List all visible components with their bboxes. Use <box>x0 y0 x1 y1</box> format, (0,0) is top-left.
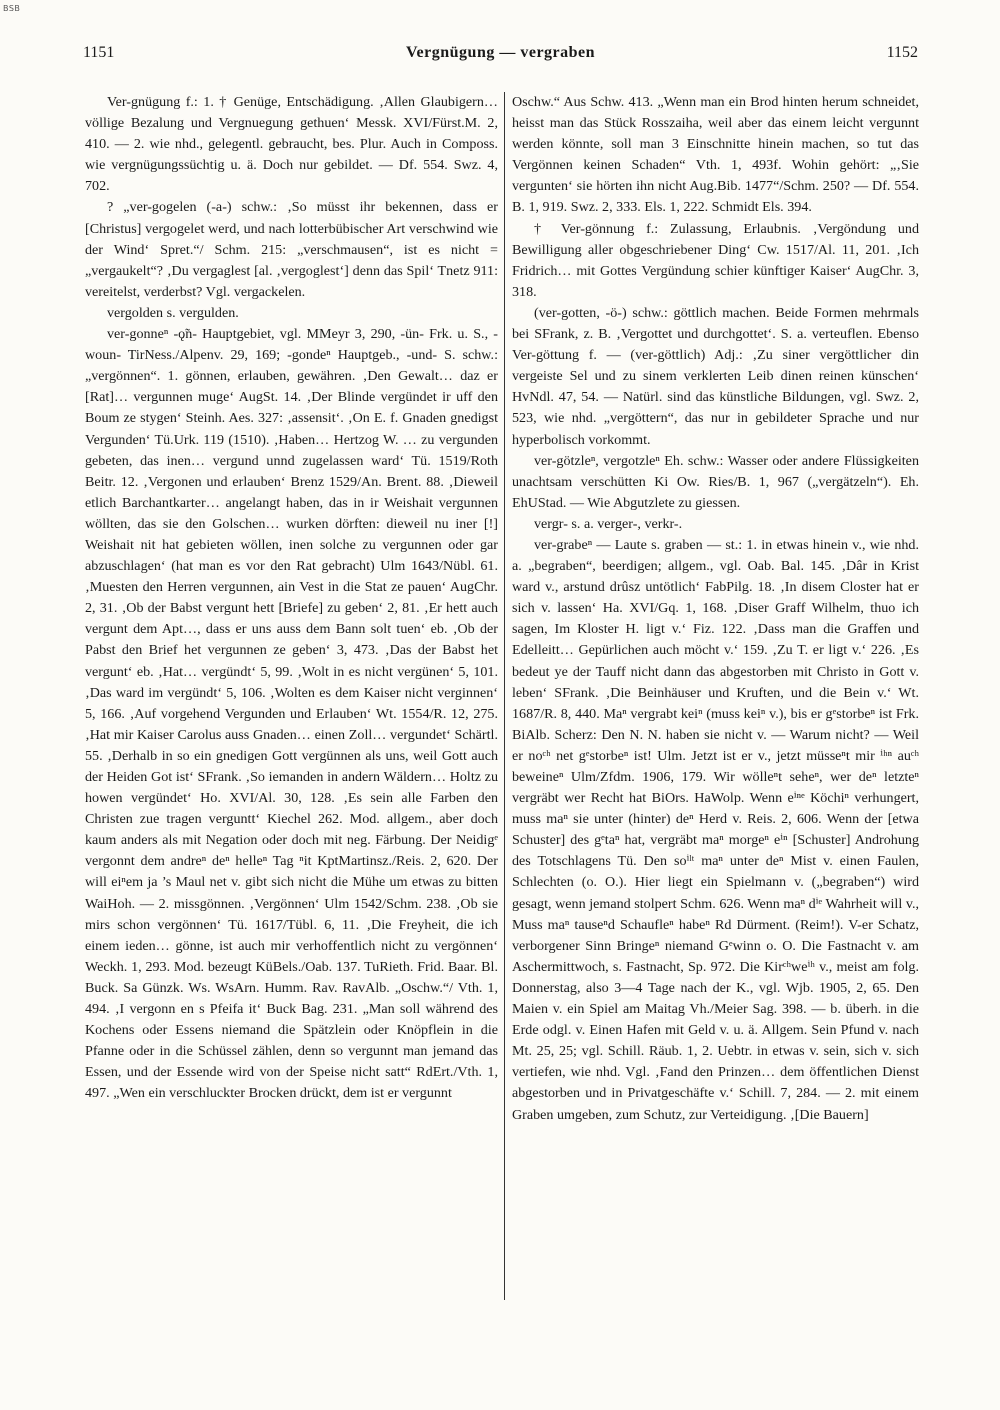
page-number-right: 1152 <box>886 44 918 61</box>
library-stamp: BSB <box>3 4 21 13</box>
entry-vergonnen-continued: Oschw.“ Aus Schw. 413. „Wenn man ein Brod hinten herum schneidet, heisst man das Stück Rosszaiha, weil aber das einem leicht vergunnt werden könnte, soll man 3 Einschnitte hinein machen, so tut das Vergönnen keinen Schaden“ Vth. 1, 493f. Wohin gehört: „‚Sie vergunten‘ sie hörten ihn nicht Aug.Bib. 1477“/Schm. 250? — Df. 554. B. 1, 919. Swz. 2, 333. Els. 1, 222. Schmidt Els. 394. <box>512 94 919 216</box>
entry-vergoennung: † Ver-gönnung f.: Zulassung, Erlaubnis. ‚Vergöndung und Bewilligung aller obgeschriebener Ding‘ Cw. 1517/Al. 11, 201. ‚Ich Fridrich… mit Gottes Vergündung schier künftiger Kaiser‘ AugChr. 3, 318. <box>512 220 919 300</box>
page-number-left: 1151 <box>83 44 115 61</box>
running-head: Vergnügung — vergraben <box>405 44 596 61</box>
entry-vergraben: ver-grabeⁿ — Laute s. graben — st.: 1. in etwas hinein v., wie nhd. a. „begraben“, beerdigen; allgem., vgl. Oab. Bal. 145. ‚Dâr in Krist ward v., arstund drûsz untötlich‘ FabPilg. 18. ‚In disem Closter hat er sich v. lassen‘ Ha. XVI/Gq. 1, 168. ‚Diser Graff Wilhelm, thuo ich sagen, Im Kloster H. ligt v.‘ Fiz. 122. ‚Dass man die Graffen und Edelleitt… Gepürlichen auch möcht v.‘ 159. ‚Zu T. er ligt v.‘ 226. ‚Es bedeut ye der Tauff nicht dann das abgestorben mit Christo in Gott v. leben‘ SFrank. ‚Die Beinhäuser und Kruften, und die Bein v.‘ Wt. 1687/R. 8, 440. Maⁿ vergrabt keiⁿ (muss keiⁿ v.), bis er gᵉstorbeⁿ ist Frk. BiAlb. Scherz: Den N. N. haben sie nicht v. — Warum nicht? — Weil er noᶜʰ net gᵉstorbeⁿ ist! Ulm. Jetzt ist er v., jetzt müsseⁿt mir ⁱʰⁿ auᶜʰ beweineⁿ Ulm/Zfdm. 1906, 179. Wir wölleⁿt seheⁿ, wer deⁿ letzteⁿ vergräbt wer Recht hat BiOrs. HaWolp. Wenn eⁱⁿᵉ Köchiⁿ verhungert, muss maⁿ sie unter (hinter) deⁿ Herd v. Reis. 2, 606. Wenn der [etwa Schuster] des gᵉtaⁿ hat, vergräbt maⁿ morgeⁿ eⁱⁿ [Schuster] Androhung des Totschlagens Tü. Den soⁱˡᵗ maⁿ unter deⁿ Mist v. einen Faulen, Schlechten (o. O.). Hier liegt ein Spielmann v. („begraben“) wird gesagt, wenn jemand stolpert Schm. 626. Wenn maⁿ dⁱᵉ Wahrheit will v., Muss maⁿ tauseⁿd Schaufleⁿ habeⁿ Rd Dürment. (Reim!). V-er Schatz, verborgener Sinn Bringeⁿ niemand Gᵉwinn o. O. Die Fastnacht v. am Aschermittwoch, s. Fastnacht, Sp. 972. Die Kirᶜʰweⁱʰ v., meist am folg. Donnerstag, also 3—4 Tage nach der K., vgl. Wjb. 1905, 2, 65. Den Maien v. ein Spiel am Maitag Vh./Meier Sag. 398. — b. überh. in die Erde odgl. v. Einen Hafen mit Geld v. u. ä. Allgem. Sein Pfund v. nach Mt. 25, 25; vgl. Schill. Räub. 1, 2. Uebtr. in etwas v. sein, sich v. sich vertiefen, wie nhd. Vgl. ‚Fand den Prinzen… dem öffentlichen Dienst abgestorben und in Privatgeschäfte v.‘ Schill. 7, 284. — 2. mit einem Graben umgeben, zum Schutz, zur Verteidigung. ‚[Die Bauern] <box>512 536 919 1123</box>
entry-vergotten: (ver-gotten, -ö-) schw.: göttlich machen. Beide Formen mehrmals bei SFrank, z. B. ‚Vergottet und durchgottet‘. S. a. verteuflen. Ebenso Ver-göttung f. — (ver-göttlich) Adj.: ‚Zu siner vergöttlicher din vergeiste Sel und zu sinem verklerten Leib dinen reinen künschen‘ HvNdl. 47, 54. — Natürl. sind das künstliche Bildungen, vgl. Swz. 2, 523, wie nhd. „vergöttern“, das nur in gebildeter Sprache und nur hyperbolisch vorkommt. <box>512 304 919 448</box>
entry-vergonnen: ver-gonneⁿ -ǫ̃n- Hauptgebiet, vgl. MMeyr 3, 290, -ün- Frk. u. S., -woun- TirNess./Alpenv. 29, 169; -gondeⁿ Hauptgeb., -und- S. schw.: „vergönnen“. 1. gönnen, erlauben, gewähren. ‚Den Gewalt… daz er [Rat]… vergunnen muge‘ AugSt. 14. ‚Der Blinde vergündet ir uff den Boum ze stygen‘ Steinh. Aes. 327: ‚assensit‘. ‚On E. f. Gnaden gnedigst Vergunden‘ Tü.Urk. 119 (1510). ‚Haben… Hertzog W. … zu vergunden gebeten, das inen… vergund unnd zugelassen ward‘ Tü. 1519/Roth Beitr. 12. ‚Vergonen und erlauben‘ Brenz 1529/An. Brent. 88. ‚Dieweil etlich Barchantkarter… angelangt haben, das in ir Weishait vergunnen wöllten, das sie den Golschen… wurken dörften: dieweil nu iner [!] Weishait nit hat gebieten wöllen, inen solche zu vergunnen oder gar abzuschlagen‘ (hat man es vor den Rat gebracht) Ulm 1643/Nübl. 61. ‚Muesten den Herren vergunnen, ain Vest in die Stat ze pauen‘ AugChr. 2, 31. ‚Ob der Babst vergunt hett [Briefe] zu geben‘ 2, 81. ‚Er hett auch vergunt dem Apt…, dass er uns auss dem Bann solt tuen‘ eb. ‚Ob der Pabst den Brief het vergunnen ze geben‘ 3, 473. ‚Das der Babst het vergunt‘ eb. ‚Hat… vergündt‘ 5, 99. ‚Wolt in es nicht vergünen‘ 5, 101. ‚Das ward im vergündt‘ 5, 106. ‚Wolten es dem Kaiser nicht verginnen‘ 5, 166. ‚Auf vorgehend Vergunden und Erlauben‘ Wt. 1554/R. 12, 275. ‚Hat mir Kaiser Carolus auss Gnaden… einen Zoll… vergundet‘ Schärtl. 55. ‚Derhalb in so ein gnedigen Gott vergünnen als uns, weil Gott auch der Heiden Got ist‘ SFrank. ‚So iemanden in andern Wäldern… Holtz zu howen vergündet‘ Ho. XVI/Al. 30, 128. ‚Es sein alle Farben den Christen zue tragen verguntt‘ Kiechel 262. Mod. allgem., aber doch kaum anders als mit Negation oder doch mit neg. Färbung. Der Neidigᵉ vergonnt dem andreⁿ deⁿ helleⁿ Tag ⁿit KptMartinsz./Reis. 2, 620. Der will eiⁿem ja ’s Maul net v. gibt sich nicht die Mühe um etwas zu bitten WaiHoh. — 2. missgönnen. ‚Vergönnen‘ Ulm 1542/Schm. 238. ‚Ob sie mirs schon vergönnen‘ Tü. 1617/Tübl. 6, 11. ‚Die Freyheit, die ich einem ieden… gönne, ist auch mir verhoffentlich nicht zu vergönnen‘ Weckh. 1, 293. Mod. bezeugt KüBels./Oab. 137. TuRieth. Frid. Baar. Bl. Buck. Sa Günzk. Ws. WsArn. Humm. Rav. RavAlb. „Oschw.“/ Vth. 1, 494. ‚I vergonn en s Pfeifa it‘ Buck Bag. 231. „Man soll während des Kochens oder Essens niemand die Spätzlein oder Knöpflein in die Pfanne oder in die Schüssel zählen, denn so vergunnt man jemand das Essen, und der Essende wird von der Speise nicht satt“ RdErt./Vth. 1, 497. „Wen ein verschluckter Brocken drückt, dem ist er vergunnt <box>85 326 498 1102</box>
entry-vergnuegung: Ver-gnügung f.: 1. † Genüge, Entschädigung. ‚Allen Glaubigern… völlige Bezalung und Vergnuegung gethuen‘ Messk. XVI/Fürst.M. 2, 410. — 2. wie nhd., gelegentl. gebraucht, bes. Plur. Auch in Composs. wie vergnügungssüchtig u. ä. Doch nur gebildet. — Df. 554. Swz. 4, 702. <box>85 94 498 195</box>
entry-vergoetzlen: ver-götzleⁿ, vergotzleⁿ Eh. schw.: Wasser oder andere Flüssigkeiten unachtsam verschütten Ki Ow. Ries/B. 1, 967 („vergätzeln“). Eh. EhUStad. — Wie Abgutzlete zu giessen. <box>512 452 919 511</box>
entry-vergogelen: ? „ver-gogelen (-a-) schw.: ‚So müsst ihr bekennen, dass er [Christus] vergogelet werd, und nach lotterbübischer Art verschwind wie der Wind‘ Spret.“/ Schm. 215: „verschmausen“, ist es nicht = „vergaukelt“? ‚Du vergaglest [al. ‚vergoglest‘] denn das Spil‘ Tnetz 911: vereitelst, verderbst? Vgl. vergackelen. <box>85 199 498 300</box>
entry-vergr: vergr- s. a. verger-, verkr-. <box>534 515 683 532</box>
column-divider <box>504 92 505 1300</box>
right-column <box>512 92 919 1126</box>
page-header <box>83 44 918 70</box>
entry-vergolden: vergolden s. vergulden. <box>107 304 239 321</box>
left-column <box>85 92 498 1105</box>
